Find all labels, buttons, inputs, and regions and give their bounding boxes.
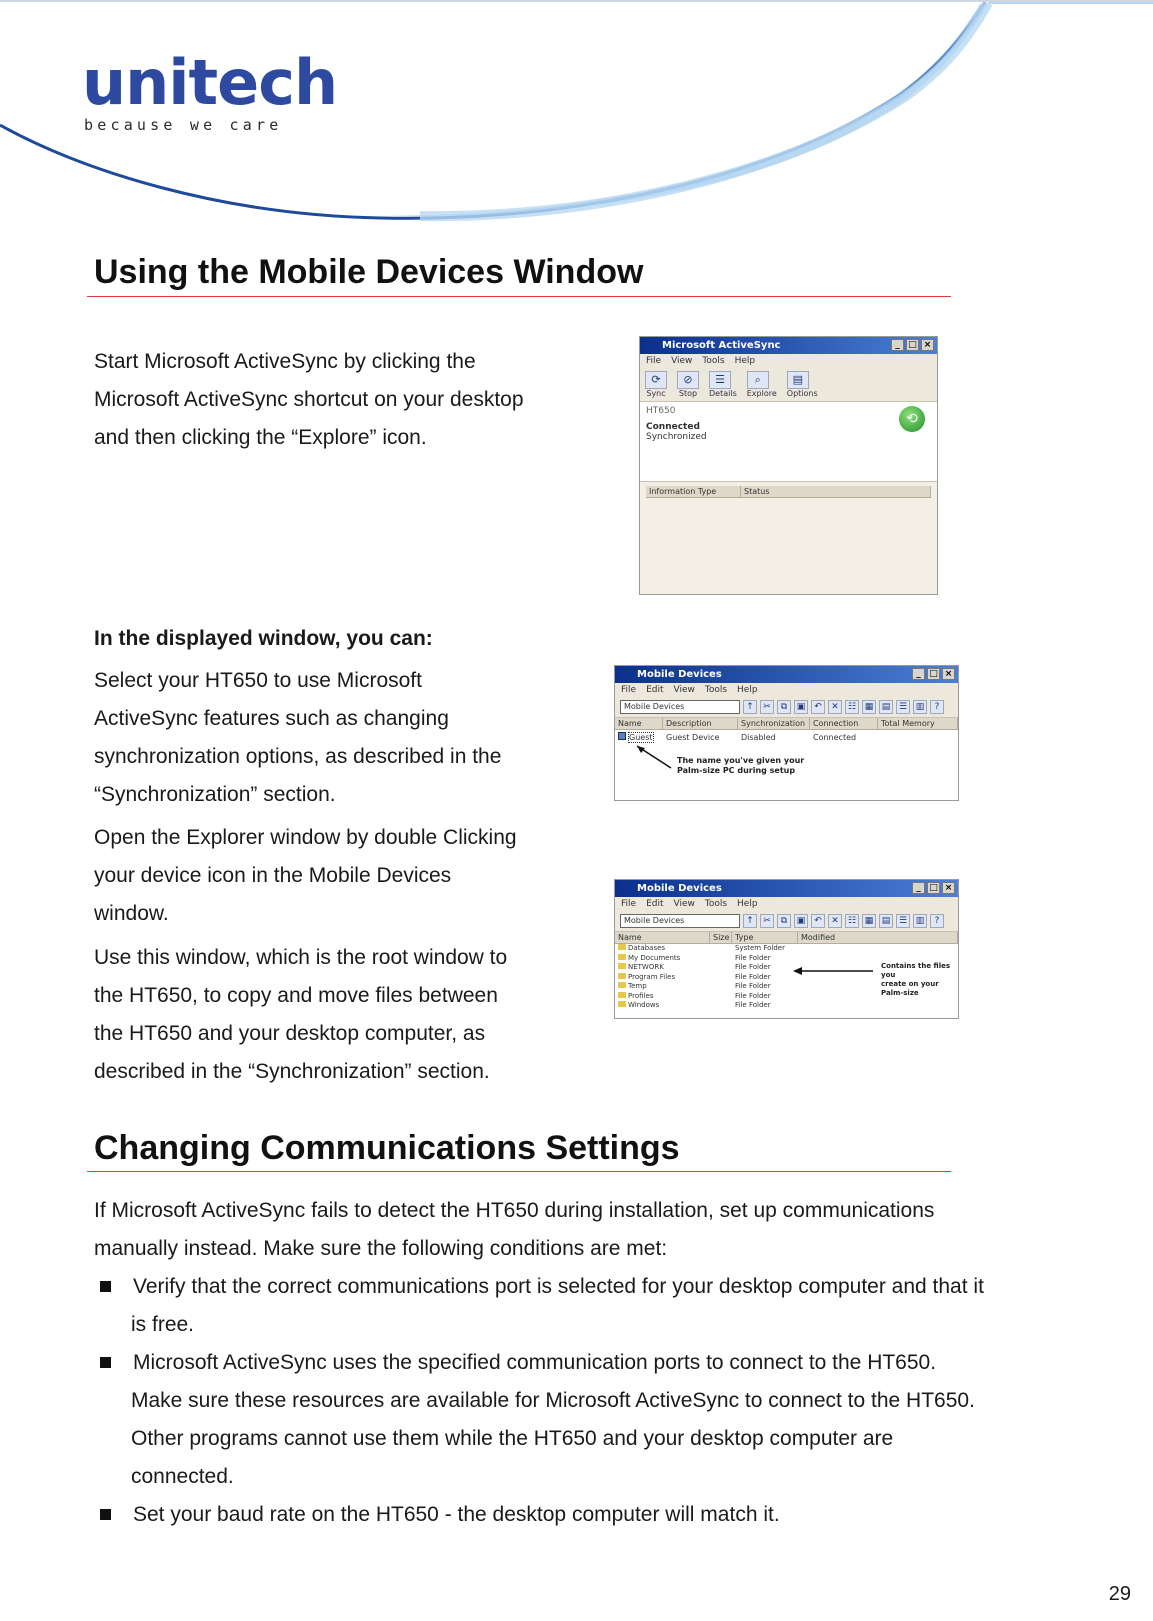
delete-icon: ✕ — [828, 914, 842, 928]
window-title: Microsoft ActiveSync — [662, 340, 781, 351]
paste-icon: ▣ — [794, 700, 808, 714]
bullet-square-icon — [100, 1357, 111, 1368]
device-row: Guest Guest Device Disabled Connected — [615, 732, 958, 743]
folder-icon — [618, 963, 626, 969]
window-titlebar — [640, 337, 937, 354]
device-callout: The name you've given your Palm-size PC during setup — [677, 756, 805, 775]
bullet-square-icon — [100, 1281, 111, 1292]
page-number: 29 — [1108, 1583, 1131, 1605]
toolbar — [615, 911, 958, 932]
options-icon: ▤ — [787, 371, 809, 389]
maximize-icon: □ — [906, 339, 919, 351]
logo-tagline: because we care — [84, 116, 283, 134]
callout-arrow-icon — [635, 744, 675, 772]
title-rule — [87, 1171, 951, 1172]
folder-icon — [618, 1001, 626, 1007]
folder-callout: Contains the files you create on your Palm-size — [881, 962, 951, 997]
small-icons-icon: ▤ — [879, 700, 893, 714]
text-line: Start Microsoft ActiveSync by clicking the — [94, 350, 476, 373]
undo-icon: ↶ — [811, 700, 825, 714]
tool-explore: ⌕ Explore — [746, 373, 777, 398]
location-combo: Mobile Devices — [620, 914, 740, 928]
close-icon: × — [942, 668, 955, 680]
maximize-icon: □ — [927, 882, 940, 894]
close-icon: × — [942, 882, 955, 894]
menu-help: Help — [734, 356, 756, 366]
sync-status: Synchronized — [646, 432, 707, 442]
up-folder-icon: ↑ — [743, 914, 757, 928]
menu-tools: Tools — [702, 356, 725, 366]
menu-bar: File Edit View Tools Help — [615, 683, 958, 697]
help-icon: ? — [930, 700, 944, 714]
column-header: Name Description Synchronization Connection Total Memory — [615, 718, 958, 730]
minimize-icon: _ — [912, 882, 925, 894]
close-icon: × — [921, 339, 934, 351]
activesync-window-screenshot — [639, 336, 938, 595]
details-icon: ▥ — [913, 700, 927, 714]
details-icon: ▥ — [913, 914, 927, 928]
minimize-icon: _ — [891, 339, 904, 351]
text-line: and then clicking the “Explore” icon. — [94, 426, 427, 449]
list-item: Windows File Folder — [615, 1001, 958, 1011]
folder-icon — [618, 992, 626, 998]
item-root-window: Use this window, which is the root window to the HT650, to copy and move files between the HT650 and your desktop computer, as described in the “Synchronization” section. — [94, 946, 508, 1083]
list-item: Program Files File Folder — [615, 973, 958, 983]
menu-bar — [640, 354, 937, 368]
tool-details: ☰ Details — [709, 373, 737, 398]
communications-intro: If Microsoft ActiveSync fails to detect the HT650 during installation, set up communications manually instead. Make sure the following conditions are met: — [94, 1199, 935, 1260]
callout-arrow-icon — [793, 966, 875, 976]
device-icon — [618, 732, 626, 740]
bullet-square-icon — [100, 1509, 111, 1520]
stop-icon: ⊘ — [677, 371, 699, 389]
details-icon: ☰ — [709, 371, 731, 389]
folder-icon — [618, 954, 626, 960]
properties-icon: ☷ — [845, 700, 859, 714]
paste-icon: ▣ — [794, 914, 808, 928]
title-rule — [87, 296, 951, 297]
small-icons-icon: ▤ — [879, 914, 893, 928]
large-icons-icon: ▦ — [862, 700, 876, 714]
unitech-logo — [82, 46, 338, 134]
item-open-explorer: Open the Explorer window by double Clicking your device icon in the Mobile Devices window. — [94, 826, 517, 925]
text-line: Microsoft ActiveSync shortcut on your desktop — [94, 388, 524, 411]
menu-view: View — [671, 356, 693, 366]
properties-icon: ☷ — [845, 914, 859, 928]
list-item: My Documents File Folder — [615, 954, 958, 964]
bullet-item: Microsoft ActiveSync uses the specified communication ports to connect to the HT650. Make sure these resources are available for Microsoft ActiveSync to connect to the HT650. Other programs cannot use them while the HT650 and your desktop computer are connected. — [131, 1351, 975, 1488]
window-titlebar: Mobile Devices _ □ × — [615, 666, 958, 683]
list-item: Temp File Folder — [615, 982, 958, 992]
status-panel — [640, 402, 937, 482]
connection-status: Connected — [646, 422, 700, 432]
menu-file: File — [646, 356, 662, 366]
folder-icon — [618, 973, 626, 979]
tool-sync: ⟳ Sync — [646, 373, 666, 398]
logo-wordmark: unitech — [82, 46, 338, 119]
mobile-devices-explorer-screenshot — [614, 879, 959, 1019]
toolbar — [640, 368, 937, 402]
intro-paragraph — [94, 343, 614, 457]
folder-icon — [618, 944, 626, 950]
bullet-item: Verify that the correct communications port is selected for your desktop computer and that it is free. — [131, 1275, 984, 1336]
list-icon: ☰ — [896, 700, 910, 714]
tool-stop: ⊘ Stop — [678, 373, 698, 398]
copy-icon: ⧉ — [777, 914, 791, 928]
location-combo: Mobile Devices — [620, 700, 740, 714]
undo-icon: ↶ — [811, 914, 825, 928]
copy-icon: ⧉ — [777, 700, 791, 714]
subheading-displayed-window: In the displayed window, you can: — [94, 627, 433, 650]
explore-icon: ⌕ — [747, 371, 769, 389]
help-icon: ? — [930, 914, 944, 928]
up-folder-icon: ↑ — [743, 700, 757, 714]
section-title-mobile-devices: Using the Mobile Devices Window — [94, 253, 644, 291]
minimize-icon: _ — [912, 668, 925, 680]
cut-icon: ✂ — [760, 700, 774, 714]
list-item: Databases System Folder — [615, 944, 958, 954]
maximize-icon: □ — [927, 668, 940, 680]
window-titlebar: Mobile Devices _ □ × — [615, 880, 958, 897]
list-item: NETWORK File Folder — [615, 963, 958, 973]
tool-options: ▤ Options — [786, 373, 818, 398]
info-column-header: Information Type Status — [646, 486, 931, 498]
delete-icon: ✕ — [828, 700, 842, 714]
sync-icon: ⟳ — [645, 371, 667, 389]
menu-bar: File Edit View Tools Help — [615, 897, 958, 911]
folder-icon — [618, 982, 626, 988]
device-name: HT650 — [646, 406, 676, 416]
bullet-item: Set your baud rate on the HT650 - the desktop computer will match it. — [133, 1503, 780, 1526]
section-title-communications: Changing Communications Settings — [94, 1129, 680, 1167]
cut-icon: ✂ — [760, 914, 774, 928]
sync-globe-icon: ⟲ — [899, 406, 925, 432]
large-icons-icon: ▦ — [862, 914, 876, 928]
mobile-devices-screenshot — [614, 665, 959, 801]
list-icon: ☰ — [896, 914, 910, 928]
toolbar — [615, 697, 958, 718]
item-select-device: Select your HT650 to use Microsoft ActiveSync features such as changing synchronization options, as described in the “Synchronization” section. — [94, 669, 502, 806]
column-header: Name Size Type Modified — [615, 932, 958, 944]
list-item: Profiles File Folder — [615, 992, 958, 1002]
